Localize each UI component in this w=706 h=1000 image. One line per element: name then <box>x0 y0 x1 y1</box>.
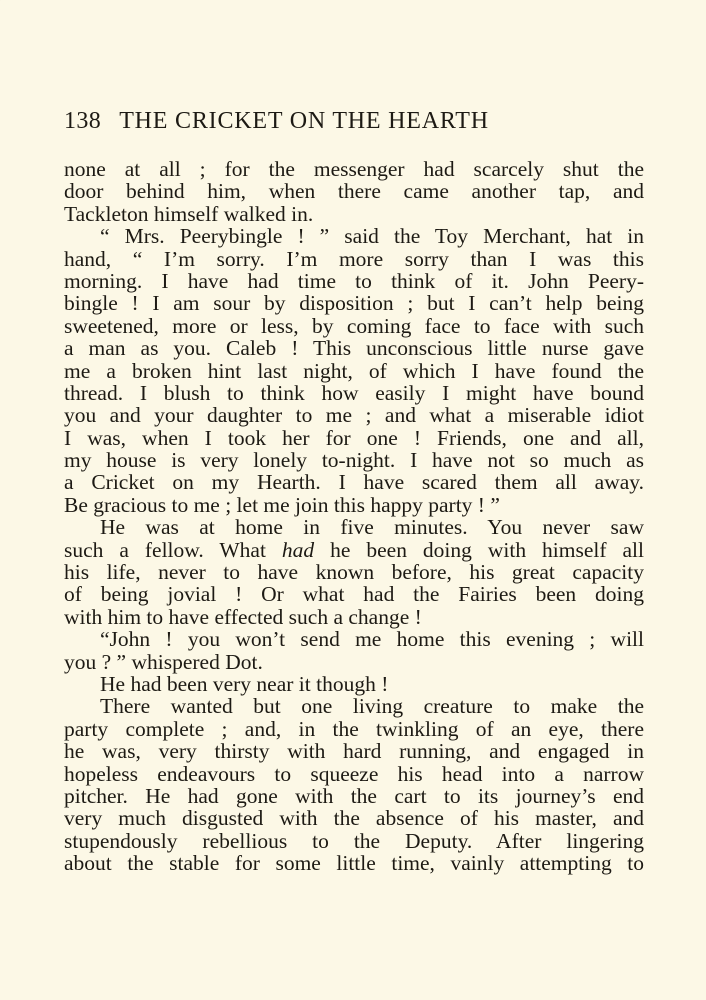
text-line: he was, very thirsty with hard running, and engaged in <box>64 739 644 764</box>
text-line-with-italic <box>64 539 644 561</box>
text-line: Be gracious to me ; let me join this happy party ! ” <box>64 492 500 517</box>
text-line: “ Mrs. Peerybingle ! ” said the Toy Merchant, hat in <box>100 224 644 249</box>
text-line: my house is very lonely to-night. I have not so much as <box>64 448 644 473</box>
text-segment: such a fellow. What <box>64 537 266 562</box>
text-line: morning. I have had time to think of it. John Peery- <box>64 268 644 293</box>
text-line: Tackleton himself walked in. <box>64 201 314 226</box>
text-line: party complete ; and, in the twinkling of an eye, there <box>64 716 644 741</box>
text-line: I was, when I took her for one ! Friends, one and all, <box>64 425 644 450</box>
running-header <box>64 108 584 142</box>
text-line: “John ! you won’t send me home this evening ; will <box>100 627 644 652</box>
text-line: about the stable for some little time, vainly attempting to <box>64 851 644 876</box>
text-line: thread. I blush to think how easily I might have bound <box>64 380 644 405</box>
text-line: you and your daughter to me ; and what a miserable idiot <box>64 403 644 428</box>
italic-word: had <box>281 537 315 562</box>
text-line: a Cricket on my Hearth. I have scared them all away. <box>64 470 644 495</box>
text-line: with him to have effected such a change ! <box>64 604 422 629</box>
text-line: pitcher. He had gone with the cart to its journey’s end <box>64 783 644 808</box>
text-line: He had been very near it though ! <box>100 671 389 696</box>
page-number: 138 <box>64 108 102 134</box>
text-line: his life, never to have known before, his great capacity <box>64 560 644 585</box>
running-title: THE CRICKET ON THE HEARTH <box>119 108 489 134</box>
text-line: He was at home in five minutes. You never saw <box>100 515 644 540</box>
text-line: very much disgusted with the absence of his master, and <box>64 806 644 831</box>
text-line: hand, “ I’m sorry. I’m more sorry than I was this <box>64 246 644 271</box>
text-line: sweetened, more or less, by coming face to face with such <box>64 313 644 338</box>
text-line: a man as you. Caleb ! This unconscious little nurse gave <box>64 336 644 361</box>
text-line: you ? ” whispered Dot. <box>64 649 263 674</box>
text-line: of being jovial ! Or what had the Fairies been doing <box>64 582 644 607</box>
text-segment: he been doing with himself all <box>330 537 645 562</box>
text-line: none at all ; for the messenger had scarcely shut the <box>64 157 644 181</box>
page-corner-mark <box>0 0 16 3</box>
text-line: stupendously rebellious to the Deputy. After lingering <box>64 828 644 853</box>
text-line: hopeless endeavours to squeeze his head into a narrow <box>64 761 644 786</box>
text-line: There wanted but one living creature to make the <box>100 694 644 719</box>
body-text <box>64 158 644 875</box>
text-line: door behind him, when there came another tap, and <box>64 179 644 204</box>
text-line: bingle ! I am sour by disposition ; but I can’t help being <box>64 291 644 316</box>
text-line: me a broken hint last night, of which I have found the <box>64 358 644 383</box>
